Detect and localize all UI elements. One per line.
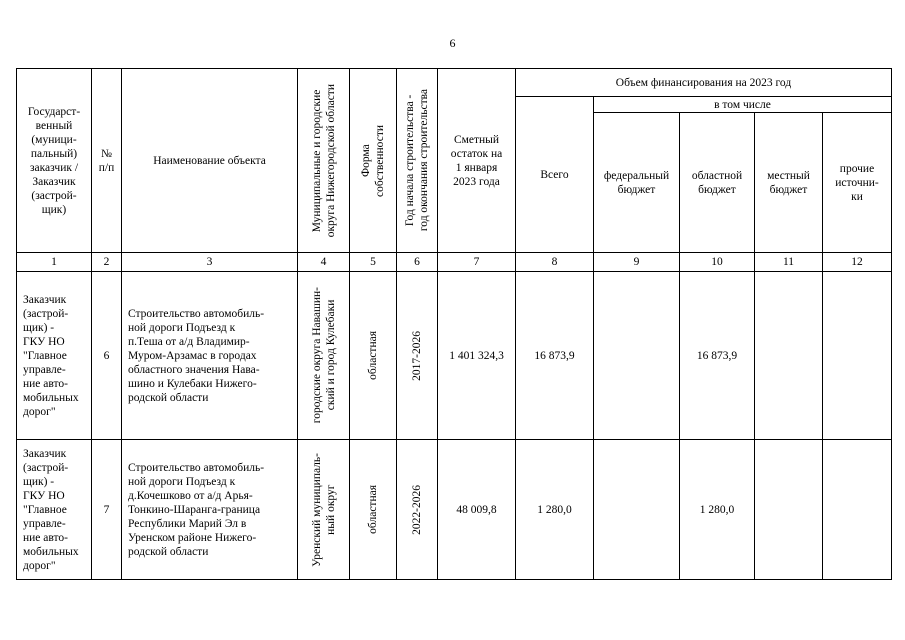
header-object: Наименование объекта	[122, 69, 298, 253]
header-local: местный бюджет	[755, 113, 823, 253]
years-cell: 2022-2026	[397, 440, 438, 580]
column-number: 3	[122, 253, 298, 272]
column-number: 7	[438, 253, 516, 272]
header-balance: Сметный остаток на 1 января 2023 года	[438, 69, 516, 253]
district-cell: городские округа Навашин- ский и город Кулебаки	[298, 272, 350, 440]
federal-cell	[594, 272, 680, 440]
district-cell: Уренский муниципаль- ный округ	[298, 440, 350, 580]
column-number: 10	[680, 253, 755, 272]
total-cell: 1 280,0	[516, 440, 594, 580]
regional-cell: 1 280,0	[680, 440, 755, 580]
header-customer: Государст- венный (муници- пальный) заказчик / Заказчик (застрой- щик)	[17, 69, 92, 253]
header-regional: областной бюджет	[680, 113, 755, 253]
object-name-cell: Строительство автомобиль- ной дороги Подъезд к п.Теша от а/д Владимир- Муром-Арзамас в городах областного значения Нава- шино и Кулебаки Нижего- родской области	[122, 272, 298, 440]
header-ownership: Форма собственности	[350, 69, 397, 253]
customer-cell: Заказчик (застрой- щик) - ГКУ НО "Главное управле- ние авто- мобильных дорог"	[17, 272, 92, 440]
ownership-cell: областная	[350, 440, 397, 580]
column-number: 1	[17, 253, 92, 272]
other-cell	[823, 440, 892, 580]
header-including: в том числе	[594, 97, 892, 113]
table-row	[17, 272, 892, 440]
other-cell	[823, 272, 892, 440]
header-funding-group: Объем финансирования на 2023 год	[516, 69, 892, 97]
column-number: 2	[92, 253, 122, 272]
table-row	[17, 440, 892, 580]
balance-cell: 1 401 324,3	[438, 272, 516, 440]
header-total: Всего	[516, 97, 594, 253]
object-name-cell: Строительство автомобиль- ной дороги Подъезд к д.Кочешково от а/д Арья- Тонкино-Шаранга-граница Республики Марий Эл в Уренском районе Нижего- родской области	[122, 440, 298, 580]
column-number: 8	[516, 253, 594, 272]
row-number-cell: 7	[92, 440, 122, 580]
local-cell	[755, 440, 823, 580]
column-number: 12	[823, 253, 892, 272]
regional-cell: 16 873,9	[680, 272, 755, 440]
customer-cell: Заказчик (застрой- щик) - ГКУ НО "Главное управле- ние авто- мобильных дорог"	[17, 440, 92, 580]
ownership-cell: областная	[350, 272, 397, 440]
financing-table	[16, 68, 892, 580]
years-cell: 2017-2026	[397, 272, 438, 440]
header-years: Год начала строительства - год окончания строительства	[397, 69, 438, 253]
header-other: прочие источни- ки	[823, 113, 892, 253]
column-number: 9	[594, 253, 680, 272]
local-cell	[755, 272, 823, 440]
header-federal: федеральный бюджет	[594, 113, 680, 253]
column-number: 5	[350, 253, 397, 272]
header-number: № п/п	[92, 69, 122, 253]
row-number-cell: 6	[92, 272, 122, 440]
column-number: 4	[298, 253, 350, 272]
page-number: 6	[449, 36, 456, 50]
column-number: 6	[397, 253, 438, 272]
column-number: 11	[755, 253, 823, 272]
total-cell: 16 873,9	[516, 272, 594, 440]
balance-cell: 48 009,8	[438, 440, 516, 580]
federal-cell	[594, 440, 680, 580]
column-number-row	[17, 253, 892, 272]
header-district: Муниципальные и городские округа Нижегородской области	[298, 69, 350, 253]
